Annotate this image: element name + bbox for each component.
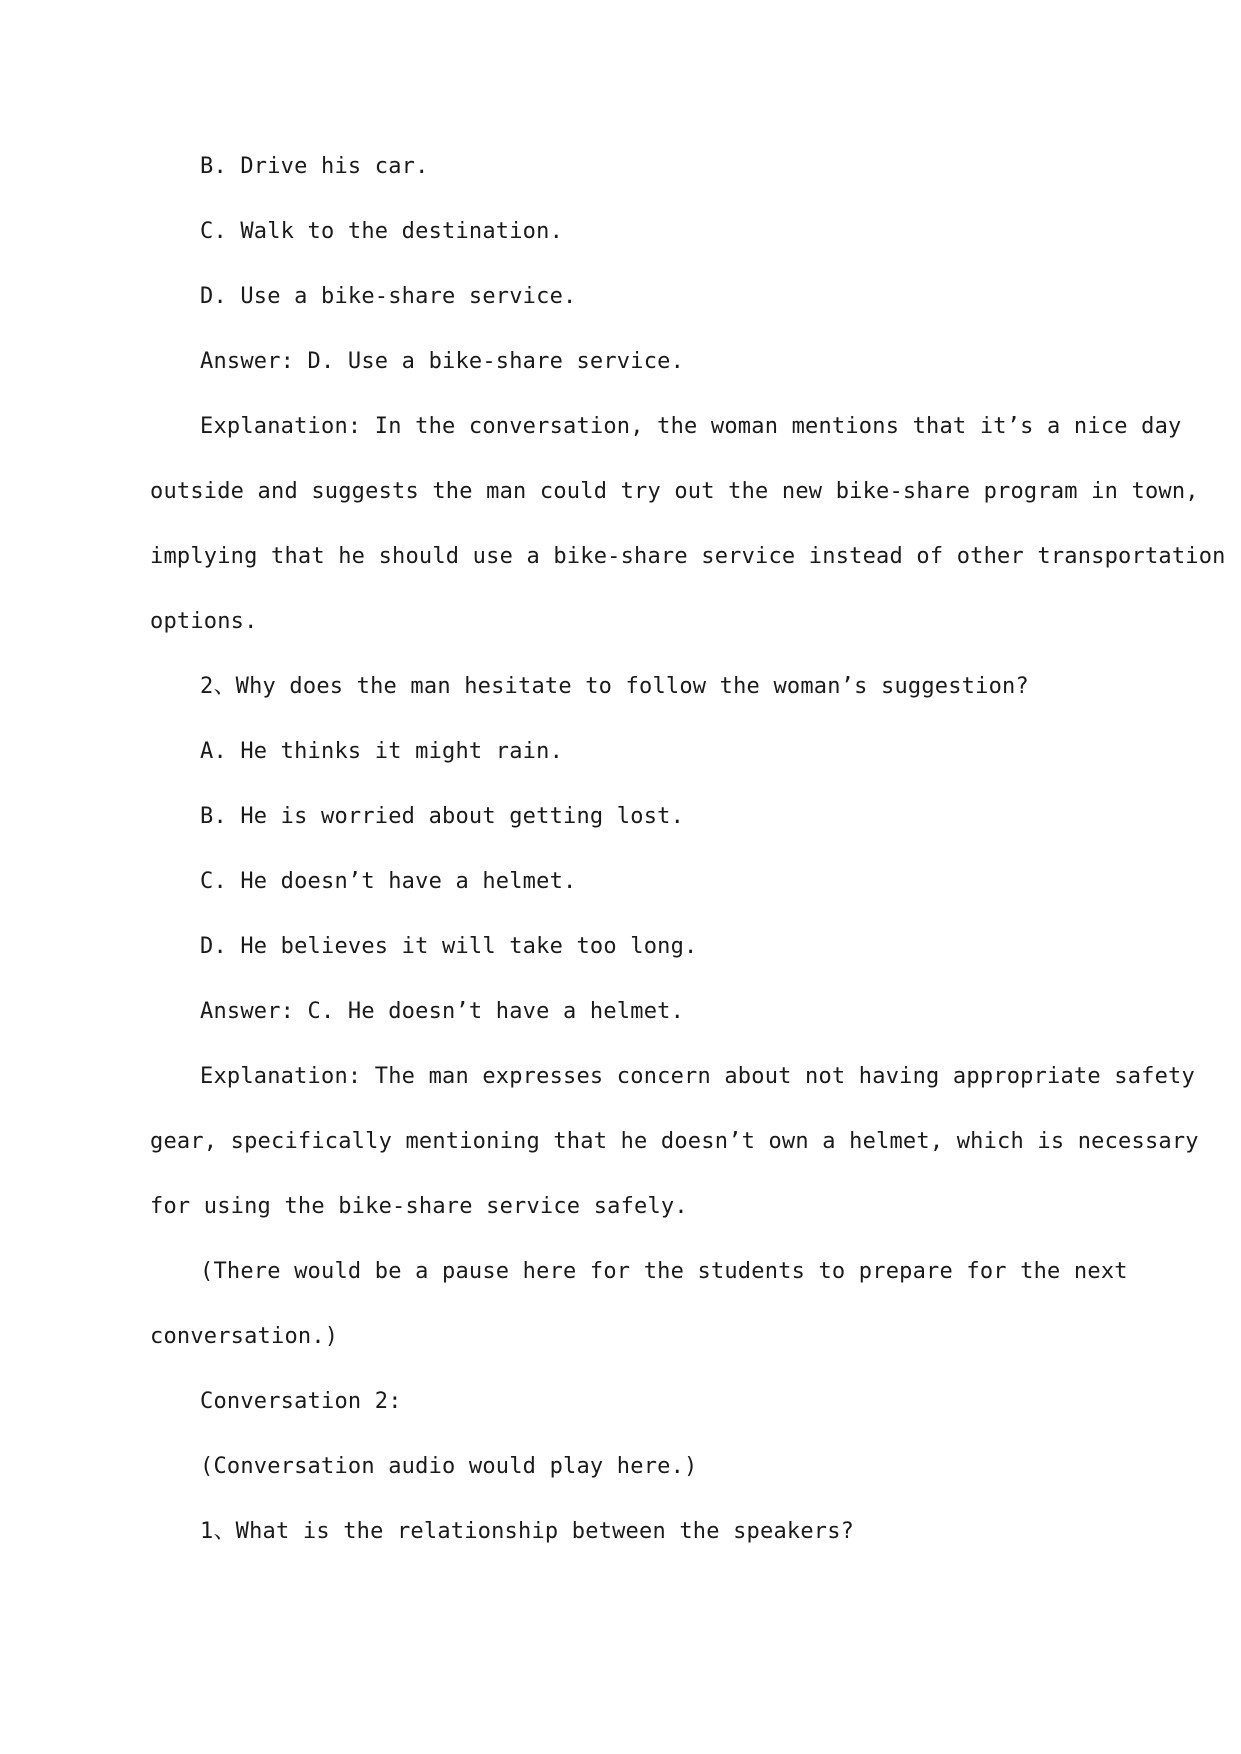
explanation-q1-line-3: implying that he should use a bike-share service instead of other transportation xyxy=(150,544,1226,569)
explanation-q2-line-1: Explanation: The man expresses concern about not having appropriate safety xyxy=(200,1064,1195,1089)
explanation-q2-line-3: for using the bike-share service safely. xyxy=(150,1194,688,1219)
conversation-2-audio-note: (Conversation audio would play here.) xyxy=(200,1454,698,1479)
question-2: 2、Why does the man hesitate to follow the woman’s suggestion? xyxy=(200,674,1029,699)
option-d-q2: D. He believes it will take too long. xyxy=(200,934,698,959)
answer-q1: Answer: D. Use a bike-share service. xyxy=(200,349,685,374)
answer-q2: Answer: C. He doesn’t have a helmet. xyxy=(200,999,685,1024)
pause-note-line-1: (There would be a pause here for the students to prepare for the next xyxy=(200,1259,1128,1284)
option-c-q2: C. He doesn’t have a helmet. xyxy=(200,869,577,894)
option-c-q1: C. Walk to the destination. xyxy=(200,219,564,244)
conversation-2-heading: Conversation 2: xyxy=(200,1389,402,1414)
explanation-q2-line-2: gear, specifically mentioning that he doesn’t own a helmet, which is necessary xyxy=(150,1129,1199,1154)
explanation-q1-line-2: outside and suggests the man could try out the new bike-share program in town, xyxy=(150,479,1199,504)
option-d-q1: D. Use a bike-share service. xyxy=(200,284,577,309)
pause-note-line-2: conversation.) xyxy=(150,1324,339,1349)
conversation-2-question-1: 1、What is the relationship between the speakers? xyxy=(200,1519,855,1544)
explanation-q1-line-4: options. xyxy=(150,609,258,634)
option-b-q1: B. Drive his car. xyxy=(200,154,429,179)
option-b-q2: B. He is worried about getting lost. xyxy=(200,804,685,829)
option-a-q2: A. He thinks it might rain. xyxy=(200,739,564,764)
explanation-q1-line-1: Explanation: In the conversation, the woman mentions that it’s a nice day xyxy=(200,414,1182,439)
